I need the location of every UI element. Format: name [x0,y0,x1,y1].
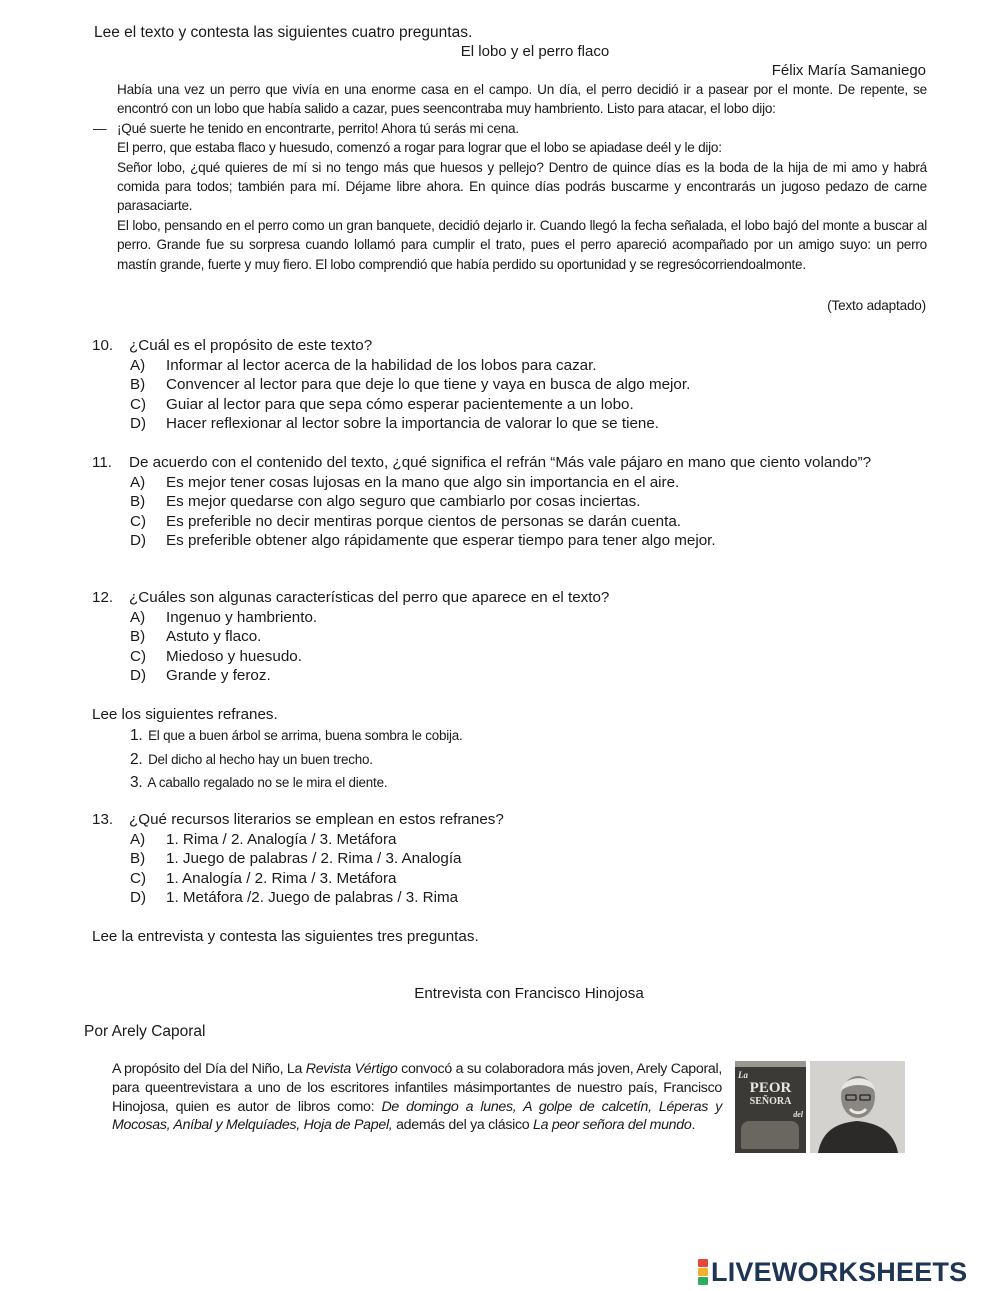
option-letter: D) [130,889,147,907]
option-text: Informar al lector acerca de la habilidad de los lobos para cazar. [166,356,597,374]
option-text: 1. Metáfora /2. Juego de palabras / 3. Rima [166,889,459,907]
answer-option[interactable] [92,666,912,686]
answer-option[interactable] [92,869,912,889]
logo-text: LIVEWORKSHEETS [711,1256,968,1287]
answer-option[interactable] [92,830,912,850]
instructions-text: Lee el texto y contesta las siguientes cuatro preguntas. [94,24,473,41]
refran-number: 1. [130,727,143,744]
option-letter: C) [130,512,147,530]
interview-intro: Lee la entrevista y contesta las siguientes tres preguntas. [92,928,479,945]
refran-item [130,771,463,795]
refran-item [130,748,463,772]
refran-text: Del dicho al hecho hay un buen trecho. [148,751,373,767]
option-text: Es preferible obtener algo rápidamente que esperar tiempo para tener algo mejor. [166,532,716,550]
question-number: 11. [92,454,112,471]
question-13 [92,810,912,908]
question-number: 10. [92,337,114,354]
answer-option[interactable] [92,356,912,376]
answer-option[interactable] [92,414,912,434]
answer-options [92,830,912,908]
option-text: Grande y feroz. [166,667,271,685]
refran-text: A caballo regalado no se le mira el diente. [147,775,388,790]
option-letter: C) [130,647,147,665]
option-letter: B) [130,628,146,646]
question-10 [92,336,912,434]
refran-number: 3. [130,774,143,791]
question-stem: De acuerdo con el contenido del texto, ¿qué significa el refrán “Más vale pájaro en mano que ciento volando”? [129,454,872,471]
answer-option[interactable] [92,608,912,628]
option-letter: A) [130,608,146,626]
option-text: 1. Rima / 2. Analogía / 3. Metáfora [166,830,397,848]
answer-options [92,608,912,686]
text-run: . [691,1117,696,1134]
option-text: Astuto y flaco. [166,628,262,646]
story-paragraph: Señor lobo, ¿qué quieres de mí si no tengo más que huesos y pellejo? Dentro de quince días es la boda de la hija de mi amo y habrá comida para todos; también para mí. Déjame libre ahora. En quince días podrás buscarme y encontrarás un jugoso pedazo de carne parasaciarte. [117,159,927,214]
option-text: Es preferible no decir mentiras porque cientos de personas se darán cuenta. [166,512,681,530]
option-text: 1. Juego de palabras / 2. Rima / 3. Analogía [166,850,462,868]
interview-byline: Por Arely Caporal [84,1023,206,1040]
refran-text: El que a buen árbol se arrima, buena sombra le cobija. [148,728,463,743]
question-stem: ¿Qué recursos literarios se emplean en estos refranes? [129,811,504,828]
option-letter: A) [130,830,146,848]
question-11 [92,453,912,551]
book-cover-title: La PEOR SEÑORA del [738,1070,803,1119]
option-letter: A) [130,356,146,374]
option-letter: D) [130,667,147,685]
author-photo [810,1061,905,1153]
option-text: Convencer al lector para que deje lo que tiene y vaya en busca de algo mejor. [166,376,691,394]
option-text: Miedoso y huesudo. [166,647,302,665]
story-title: El lobo y el perro flaco [460,43,610,60]
book-list: De domingo a lunes, A golpe de calcetín, Léperas y Mocosas, Aníbal y Melquíades, Hoja de Papel, [112,1098,723,1134]
author-portrait-icon [810,1061,905,1153]
answer-option[interactable] [92,647,912,667]
option-text: Hacer reflexionar al lector sobre la importancia de valorar lo que se tiene. [166,415,660,433]
answer-option[interactable] [92,531,912,551]
answer-options [92,356,912,434]
book-cover-image [735,1061,806,1153]
answer-option[interactable] [92,375,912,395]
interview-title: Entrevista con Francisco Hinojosa [414,985,644,1002]
answer-option[interactable] [92,849,912,869]
question-number: 13. [92,811,114,828]
option-letter: C) [130,869,147,887]
story-paragraph: El lobo, pensando en el perro como un gran banquete, decidió dejarlo ir. Cuando llegó la fecha señalada, el lobo bajó del monte a buscar al perro. Grande fue su sorpresa cuando lollamó para cumplir el trato, pues el perro apareció acompañado por un amigo suyo: un perro mastín grande, fuerte y muy fiero. El lobo comprendió que había perdido su oportunidad y se regresócorriendoalmonte. [117,217,927,272]
option-letter: D) [130,415,147,433]
option-letter: C) [130,395,147,413]
option-letter: B) [130,493,146,511]
refranes-intro: Lee los siguientes refranes. [92,706,278,723]
answer-option[interactable] [92,888,912,908]
book-cover-header [735,1061,806,1067]
question-12 [92,588,912,686]
logo-mark-icon [698,1259,708,1285]
story-author: Félix María Samaniego [771,62,926,79]
option-text: Guiar al lector para que sepa cómo esperar pacientemente a un lobo. [166,395,634,413]
story-paragraph: Había una vez un perro que vivía en una enorme casa en el campo. Un día, el perro decidió ir a pasear por el monte. De repente, se encontró con un lobo que había salido a cazar, pues seencontraba muy hambriento. Listo para atacar, el lobo dijo: [117,82,927,117]
answer-option[interactable] [92,512,912,532]
option-text: Es mejor tener cosas lujosas en la mano que algo sin importancia en el aire. [166,473,680,491]
answer-option[interactable] [92,395,912,415]
option-letter: A) [130,473,146,491]
interview-paragraph [112,1060,722,1135]
option-letter: B) [130,376,146,394]
classic-book-title: La peor señora del mundo [533,1117,692,1134]
text-run: A propósito del Día del Niño, La [112,1061,306,1077]
answer-options [92,473,912,551]
refran-item [130,724,463,748]
question-stem: ¿Cuál es el propósito de este texto? [129,337,373,354]
answer-option[interactable] [92,627,912,647]
source-note: (Texto adaptado) [827,298,926,313]
magazine-name: Revista Vértigo [305,1061,398,1077]
question-number: 12. [92,589,114,606]
text-run: convocó a su colaboradora más joven, Arely Caporal, para queentrevistara a uno de los escritores infantiles másimportantes de nuestro país, Francisco Hinojosa, quien es autor de libros como: [112,1061,722,1115]
option-text: Es mejor quedarse con algo seguro que cambiarlo por cosas inciertas. [166,493,641,511]
liveworksheets-logo [698,1257,967,1287]
option-text: 1. Analogía / 2. Rima / 3. Metáfora [166,869,397,887]
story-paragraph: El perro, que estaba flaco y huesudo, comenzó a rogar para lograr que el lobo se apiadase deél y le dijo: [117,140,722,156]
text-run: además del ya clásico [392,1117,534,1134]
story-text [117,80,927,274]
refran-number: 2. [130,750,143,768]
answer-option[interactable] [92,473,912,493]
question-stem: ¿Cuáles son algunas características del perro que aparece en el texto? [129,589,610,606]
option-text: Ingenuo y hambriento. [166,608,318,626]
refranes-list [130,724,463,795]
option-letter: D) [130,532,147,550]
story-dialogue-line: — ¡Qué suerte he tenido en encontrarte, perrito! Ahora tú serás mi cena. [117,119,927,138]
option-letter: B) [130,850,146,868]
book-cover-illustration [741,1121,799,1149]
answer-option[interactable] [92,492,912,512]
